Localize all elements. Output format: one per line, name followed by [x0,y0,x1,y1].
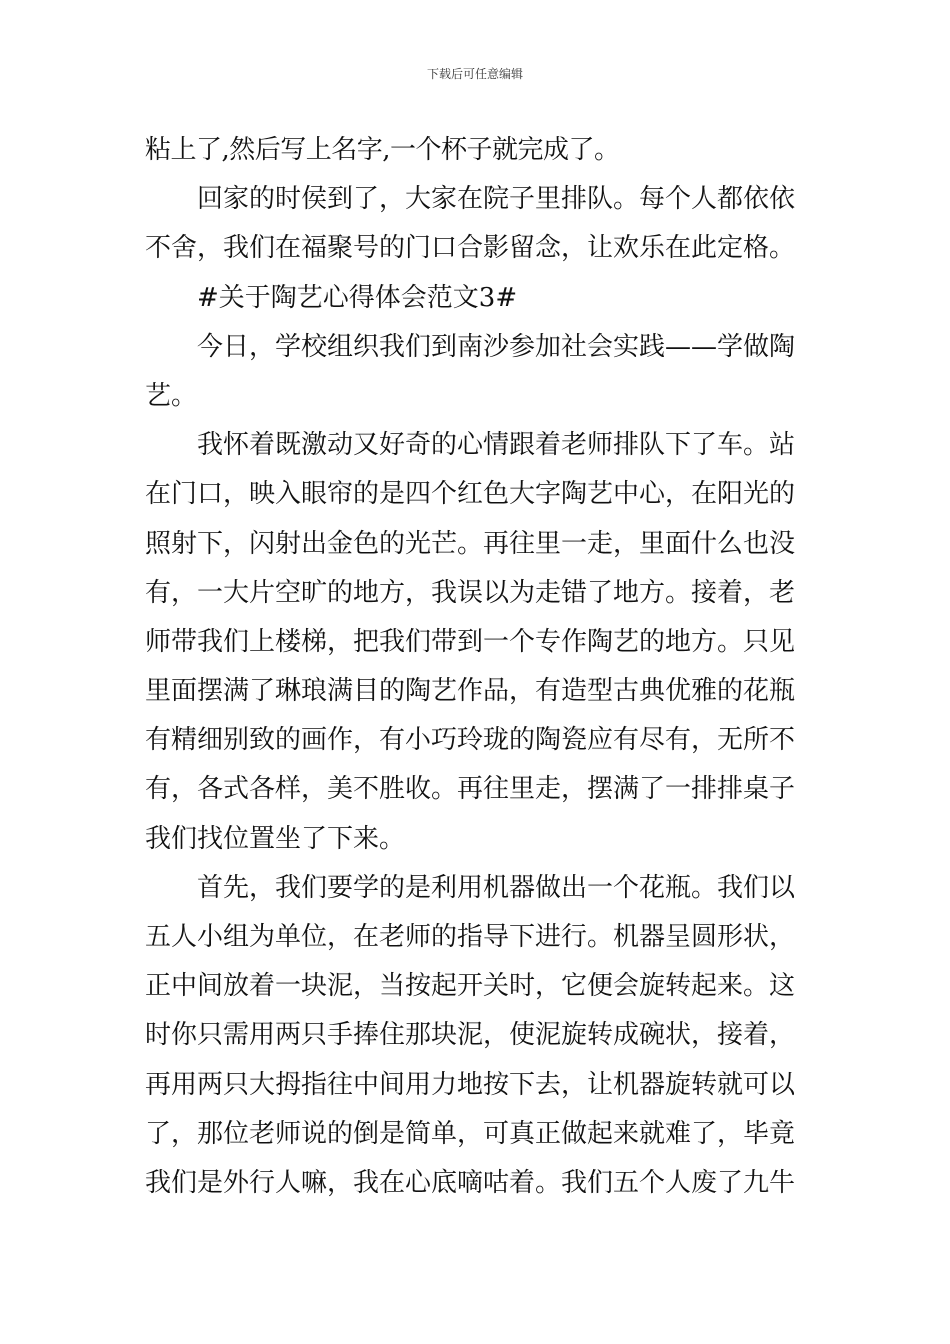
text-line: 五人小组为单位，在老师的指导下进行。机器呈圆形状， [145,922,796,952]
paragraph-start-line: 今日，学校组织我们到南沙参加社会实践——学做陶 [197,331,796,362]
text-line: 有，一大片空旷的地方，我误以为走错了地方。接着，老 [145,577,796,608]
text-line: 有精细别致的画作，有小巧玲珑的陶瓷应有尽有，无所不 [145,725,796,756]
text-line: 照射下，闪射出金色的光芒。再往里一走，里面什么也没 [145,528,796,559]
paragraph-start-line: 我怀着既激动又好奇的心情跟着老师排队下了车。站 [197,430,796,461]
text-line: 我们是外行人嘛，我在心底嘀咕着。我们五个人废了九牛 [145,1167,796,1198]
text-line: 在门口，映入眼帘的是四个红色大字陶艺中心，在阳光的 [145,479,796,510]
page-header: 下载后可任意编辑 [426,67,523,81]
section-heading: #关于陶艺心得体会范文3# [197,282,518,313]
paragraph-start-line: 首先，我们要学的是利用机器做出一个花瓶。我们以 [197,872,796,903]
text-line: 再用两只大拇指往中间用力地按下去，让机器旋转就可以 [145,1069,796,1100]
text-line: 正中间放着一块泥，当按起开关时，它便会旋转起来。这 [145,971,796,1002]
text-line: 不舍，我们在福聚号的门口合影留念，让欢乐在此定格。 [145,233,796,264]
text-line: 有，各式各样，美不胜收。再往里走，摆满了一排排桌子 [145,774,796,805]
text-line: 了，那位老师说的倒是简单，可真正做起来就难了，毕竟 [145,1118,796,1149]
text-line: 时你只需用两只手捧住那块泥，使泥旋转成碗状，接着， [145,1020,796,1051]
text-line: 师带我们上楼梯，把我们带到一个专作陶艺的地方。只见 [145,626,796,657]
text-line: 我们找位置坐了下来。 [145,823,406,854]
text-line: 里面摆满了琳琅满目的陶艺作品，有造型古典优雅的花瓶 [145,676,796,707]
text-line: 粘上了,然后写上名字,一个杯子就完成了。 [145,135,620,165]
paragraph-start-line: 回家的时侯到了，大家在院子里排队。每个人都依依 [197,184,796,215]
document-body [145,126,810,1208]
text-line: 艺。 [145,380,198,411]
